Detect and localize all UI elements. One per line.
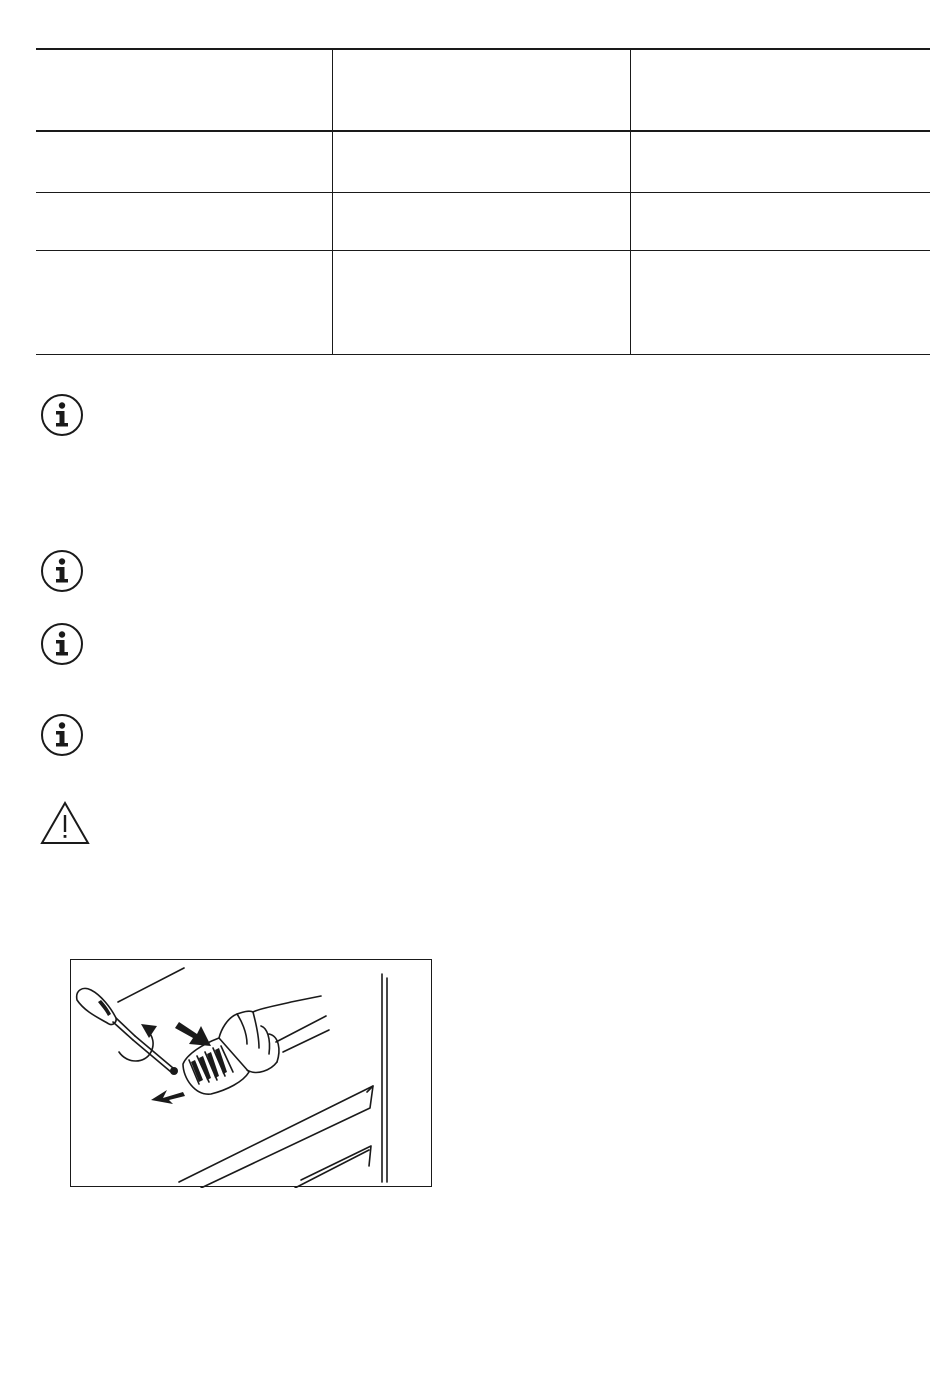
table-row [36,251,930,354]
specification-table [36,48,930,355]
table-cell [36,193,333,250]
table-header-cell [36,50,333,130]
cabinet-edge-line [118,968,184,1002]
push-arrow-icon [175,1022,211,1046]
screwdriver-handle [77,988,116,1024]
shelf-line [179,1086,373,1188]
info-icon [40,713,84,757]
table-cell [333,251,631,354]
table-cell [631,193,930,250]
table-cell [36,132,333,192]
table-row [36,132,930,193]
hand [219,996,321,1038]
table-header-cell [631,50,930,130]
info-icon [40,549,84,593]
table-cell [631,132,930,192]
info-icon [40,622,84,666]
pull-arrow-icon [151,1090,185,1104]
table-header-row [36,50,930,132]
lamp-cover-removal-illustration [70,959,432,1187]
table-row [36,193,930,251]
table-cell [333,132,631,192]
warning-icon [39,800,91,846]
info-icon [40,393,84,437]
table-cell [631,251,930,354]
table-cell [36,251,333,354]
table-cell [333,193,631,250]
table-header-cell [333,50,631,130]
